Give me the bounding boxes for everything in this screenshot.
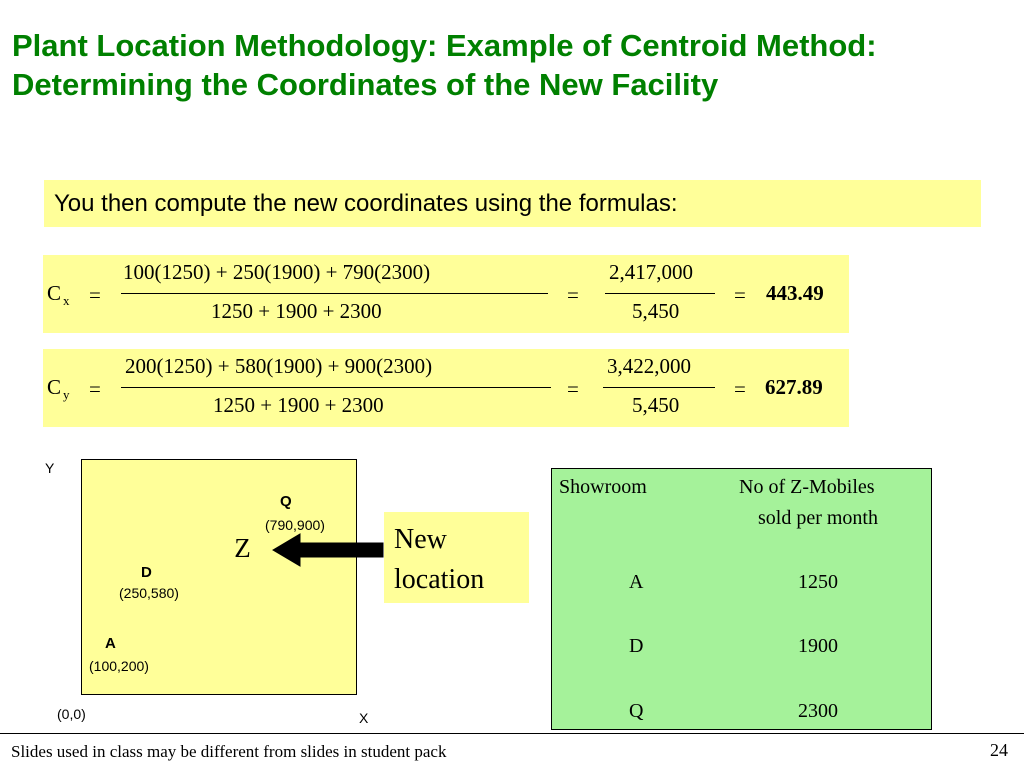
point-a-name: A <box>105 635 116 652</box>
cy-label: C $_y$ <box>47 375 70 402</box>
cy-denominator-total: 5,450 <box>632 393 680 417</box>
point-a-coords: (100,200) <box>89 658 149 674</box>
table-header-sold-line1: No of Z-Mobiles <box>739 476 875 498</box>
cx-equals-1: = <box>89 283 101 307</box>
origin-label: (0,0) <box>57 706 86 722</box>
point-q-coords: (790,900) <box>265 517 325 533</box>
table-header-sold-line2: sold per month <box>758 507 878 529</box>
cy-equals-1: = <box>89 377 101 401</box>
new-facility-z: Z <box>222 523 263 571</box>
intro-text: You then compute the new coordinates using the formulas: <box>44 180 981 227</box>
cy-equals-2: = <box>567 377 579 401</box>
cx-result: 443.49 <box>766 281 824 305</box>
point-d-name: D <box>141 564 152 581</box>
table-row-showroom: D <box>629 635 644 657</box>
new-location-label: New location <box>384 512 529 603</box>
cy-equals-3: = <box>734 377 746 401</box>
slide-title: Plant Location Methodology: Example of Centroid Method: Determining the Coordinates of the New Facility <box>12 28 877 102</box>
cy-numerator-total: 3,422,000 <box>607 354 691 378</box>
cy-denominator: 1250 + 1900 + 2300 <box>213 393 384 417</box>
cx-equals-3: = <box>734 283 746 307</box>
cx-numerator-total: 2,417,000 <box>609 260 693 284</box>
cx-fraction-bar-2 <box>605 293 715 294</box>
x-axis-label: X <box>359 710 369 726</box>
table-row-sold: 1250 <box>798 571 838 593</box>
cx-fraction-bar <box>121 293 548 294</box>
cx-label: C $_x$ <box>47 281 70 308</box>
cx-denominator: 1250 + 1900 + 2300 <box>211 299 382 323</box>
cx-numerator: 100(1250) + 250(1900) + 790(2300) <box>123 260 431 284</box>
cx-equation <box>43 255 849 333</box>
table-row-showroom: Q <box>629 700 644 722</box>
table-row-sold: 1900 <box>798 635 838 657</box>
cx-denominator-total: 5,450 <box>632 299 680 323</box>
sales-table <box>551 468 932 730</box>
y-axis-label: Y <box>45 460 55 476</box>
cy-fraction-bar <box>121 387 551 388</box>
cy-result: 627.89 <box>765 375 823 399</box>
cx-equals-2: = <box>567 283 579 307</box>
table-header-showroom: Showroom <box>559 476 647 498</box>
page-number: 24 <box>990 740 1008 760</box>
left-arrow-icon <box>270 530 386 570</box>
footer-note: Slides used in class may be different from slides in student pack <box>11 742 447 761</box>
point-d-coords: (250,580) <box>119 585 179 601</box>
cy-equation <box>43 349 849 427</box>
cy-fraction-bar-2 <box>603 387 715 388</box>
table-row-showroom: A <box>629 571 644 593</box>
footer-divider <box>0 733 1024 734</box>
table-row-sold: 2300 <box>798 700 838 722</box>
point-q-name: Q <box>280 493 292 510</box>
cy-numerator: 200(1250) + 580(1900) + 900(2300) <box>125 354 433 378</box>
